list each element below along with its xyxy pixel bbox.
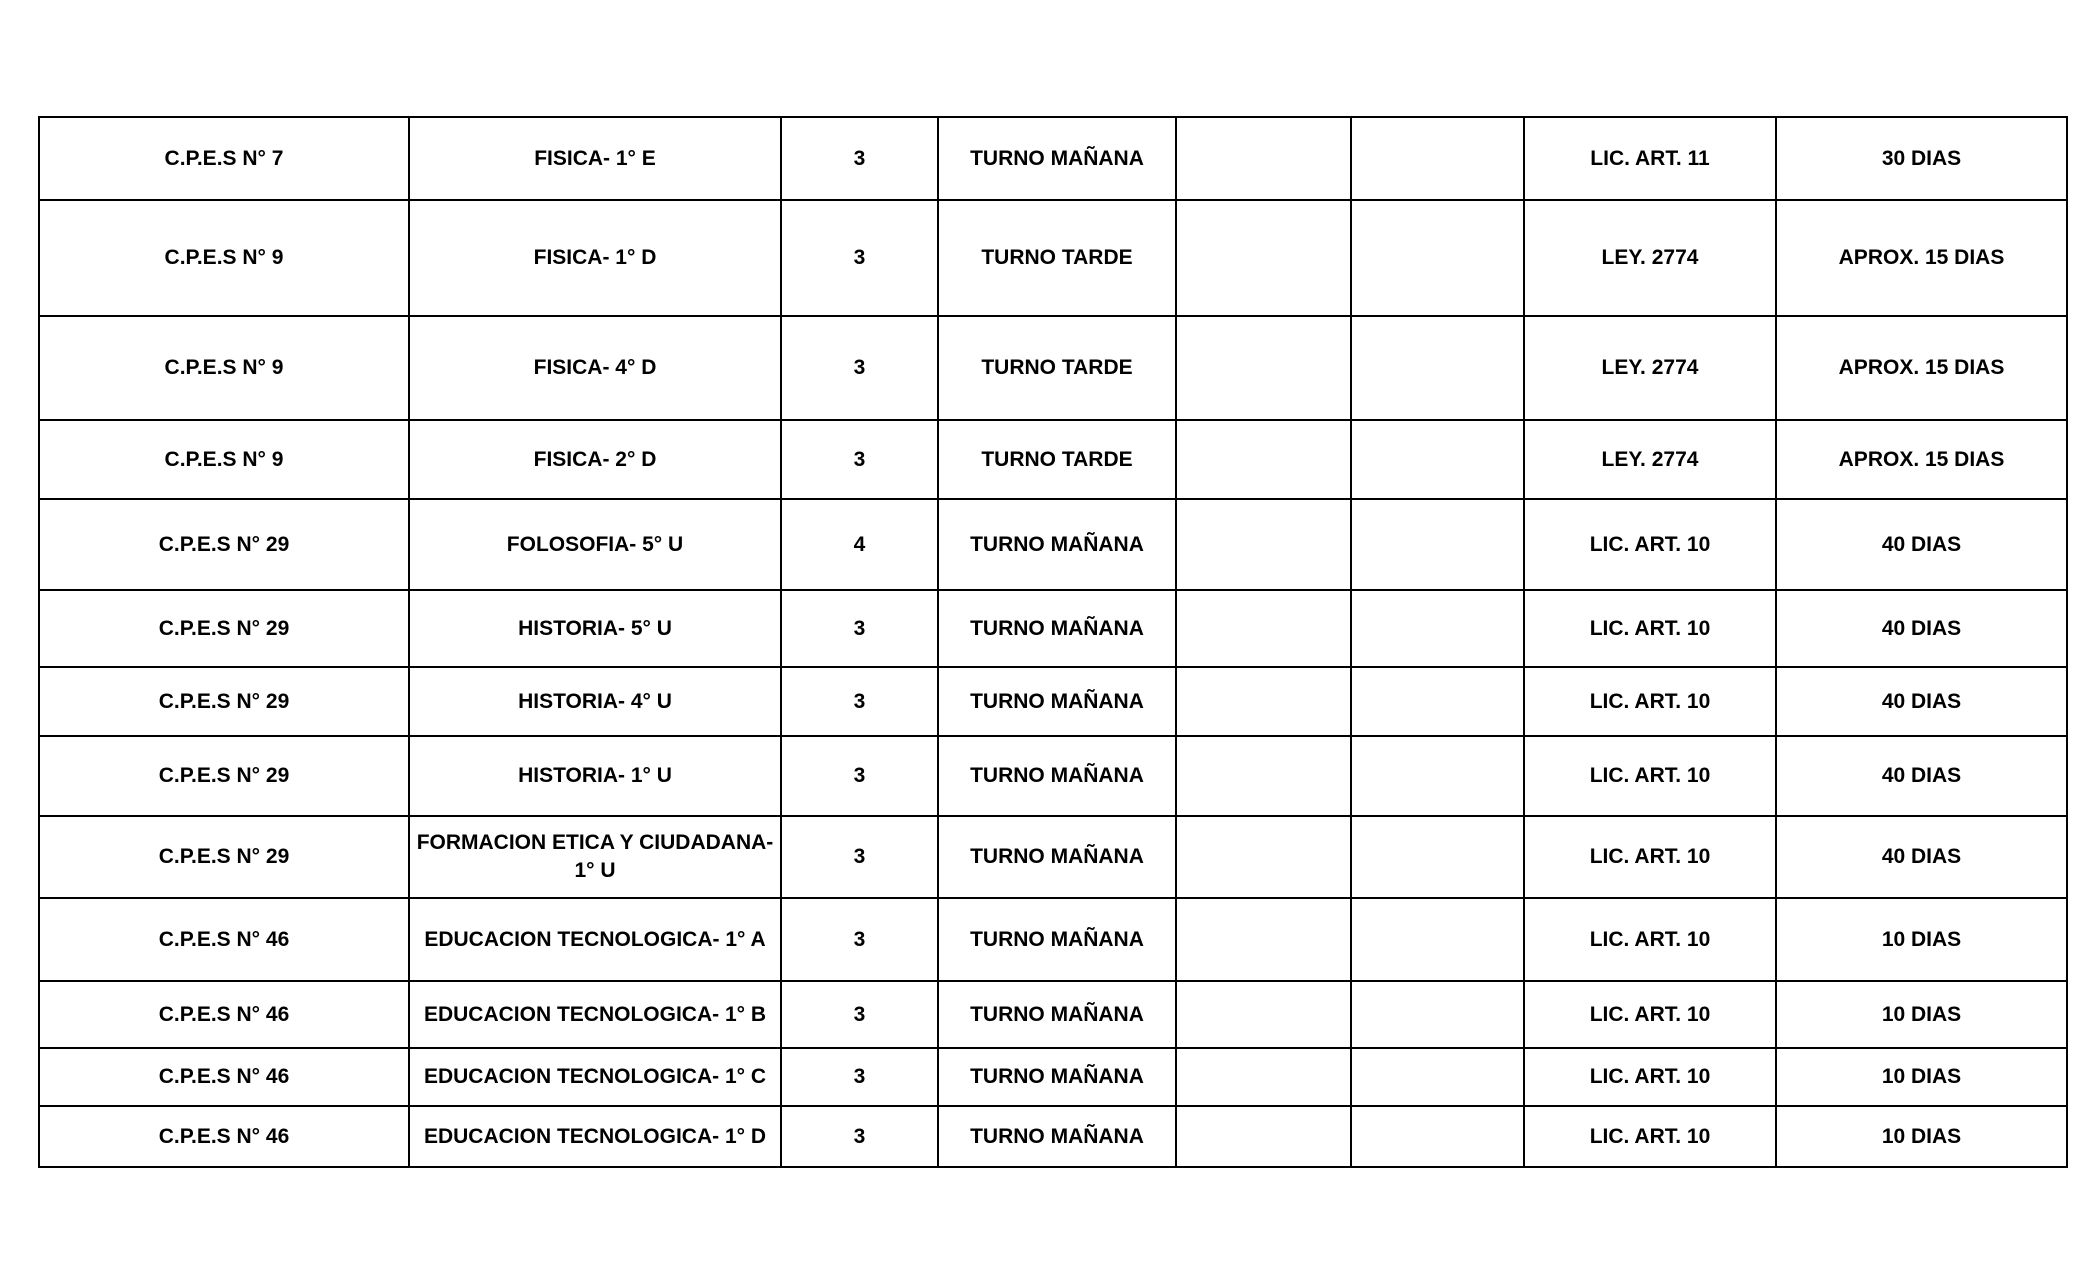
subject-cell: EDUCACION TECNOLOGICA- 1° D xyxy=(409,1106,781,1167)
duration-cell: 30 DIAS xyxy=(1776,117,2067,200)
empty-cell xyxy=(1176,316,1351,420)
empty-cell xyxy=(1351,200,1524,316)
school-cell: C.P.E.S N° 9 xyxy=(39,200,409,316)
hours-cell: 3 xyxy=(781,316,938,420)
reason-cell: LIC. ART. 10 xyxy=(1524,667,1776,736)
table-row xyxy=(39,117,2067,200)
school-cell: C.P.E.S N° 29 xyxy=(39,736,409,816)
empty-cell xyxy=(1176,499,1351,590)
empty-cell xyxy=(1176,981,1351,1048)
table-row xyxy=(39,200,2067,316)
subject-cell: HISTORIA- 1° U xyxy=(409,736,781,816)
hours-cell: 3 xyxy=(781,1106,938,1167)
shift-cell: TURNO MAÑANA xyxy=(938,590,1176,667)
shift-cell: TURNO MAÑANA xyxy=(938,736,1176,816)
subject-cell: FOLOSOFIA- 5° U xyxy=(409,499,781,590)
school-cell: C.P.E.S N° 9 xyxy=(39,420,409,499)
hours-cell: 3 xyxy=(781,590,938,667)
empty-cell xyxy=(1351,898,1524,981)
reason-cell: LIC. ART. 10 xyxy=(1524,816,1776,898)
table-row xyxy=(39,667,2067,736)
shift-cell: TURNO MAÑANA xyxy=(938,981,1176,1048)
empty-cell xyxy=(1176,898,1351,981)
table-row xyxy=(39,898,2067,981)
subject-cell: EDUCACION TECNOLOGICA- 1° C xyxy=(409,1048,781,1106)
school-cell: C.P.E.S N° 29 xyxy=(39,499,409,590)
shift-cell: TURNO TARDE xyxy=(938,420,1176,499)
reason-cell: LIC. ART. 10 xyxy=(1524,736,1776,816)
hours-cell: 3 xyxy=(781,200,938,316)
subject-cell: FISICA- 2° D xyxy=(409,420,781,499)
empty-cell xyxy=(1351,736,1524,816)
subject-cell: FISICA- 4° D xyxy=(409,316,781,420)
hours-cell: 3 xyxy=(781,981,938,1048)
reason-cell: LEY. 2774 xyxy=(1524,420,1776,499)
reason-cell: LEY. 2774 xyxy=(1524,316,1776,420)
school-cell: C.P.E.S N° 46 xyxy=(39,898,409,981)
table-row xyxy=(39,816,2067,898)
hours-cell: 3 xyxy=(781,816,938,898)
vacancy-table xyxy=(38,116,2068,1168)
subject-cell: FISICA- 1° D xyxy=(409,200,781,316)
hours-cell: 3 xyxy=(781,736,938,816)
table-row xyxy=(39,736,2067,816)
duration-cell: 40 DIAS xyxy=(1776,590,2067,667)
duration-cell: APROX. 15 DIAS xyxy=(1776,420,2067,499)
reason-cell: LIC. ART. 10 xyxy=(1524,499,1776,590)
empty-cell xyxy=(1351,1048,1524,1106)
empty-cell xyxy=(1176,667,1351,736)
empty-cell xyxy=(1351,316,1524,420)
hours-cell: 4 xyxy=(781,499,938,590)
table-row xyxy=(39,1048,2067,1106)
table-row xyxy=(39,499,2067,590)
shift-cell: TURNO MAÑANA xyxy=(938,117,1176,200)
table-row xyxy=(39,316,2067,420)
duration-cell: 40 DIAS xyxy=(1776,816,2067,898)
hours-cell: 3 xyxy=(781,667,938,736)
hours-cell: 3 xyxy=(781,117,938,200)
empty-cell xyxy=(1176,200,1351,316)
shift-cell: TURNO MAÑANA xyxy=(938,898,1176,981)
reason-cell: LEY. 2774 xyxy=(1524,200,1776,316)
empty-cell xyxy=(1351,981,1524,1048)
empty-cell xyxy=(1351,420,1524,499)
shift-cell: TURNO MAÑANA xyxy=(938,1106,1176,1167)
table-row xyxy=(39,981,2067,1048)
empty-cell xyxy=(1176,1106,1351,1167)
empty-cell xyxy=(1351,1106,1524,1167)
shift-cell: TURNO MAÑANA xyxy=(938,499,1176,590)
empty-cell xyxy=(1176,590,1351,667)
reason-cell: LIC. ART. 10 xyxy=(1524,1106,1776,1167)
shift-cell: TURNO MAÑANA xyxy=(938,667,1176,736)
duration-cell: 10 DIAS xyxy=(1776,1048,2067,1106)
empty-cell xyxy=(1351,117,1524,200)
school-cell: C.P.E.S N° 46 xyxy=(39,1048,409,1106)
table-row xyxy=(39,420,2067,499)
reason-cell: LIC. ART. 10 xyxy=(1524,898,1776,981)
subject-cell: EDUCACION TECNOLOGICA- 1° A xyxy=(409,898,781,981)
school-cell: C.P.E.S N° 29 xyxy=(39,590,409,667)
shift-cell: TURNO TARDE xyxy=(938,316,1176,420)
subject-cell: FORMACION ETICA Y CIUDADANA- 1° U xyxy=(409,816,781,898)
duration-cell: APROX. 15 DIAS xyxy=(1776,200,2067,316)
empty-cell xyxy=(1176,816,1351,898)
empty-cell xyxy=(1176,736,1351,816)
duration-cell: 40 DIAS xyxy=(1776,667,2067,736)
school-cell: C.P.E.S N° 9 xyxy=(39,316,409,420)
shift-cell: TURNO MAÑANA xyxy=(938,816,1176,898)
subject-cell: HISTORIA- 4° U xyxy=(409,667,781,736)
empty-cell xyxy=(1351,590,1524,667)
empty-cell xyxy=(1351,816,1524,898)
subject-cell: FISICA- 1° E xyxy=(409,117,781,200)
empty-cell xyxy=(1176,1048,1351,1106)
duration-cell: 10 DIAS xyxy=(1776,898,2067,981)
duration-cell: 40 DIAS xyxy=(1776,736,2067,816)
reason-cell: LIC. ART. 10 xyxy=(1524,1048,1776,1106)
empty-cell xyxy=(1176,420,1351,499)
empty-cell xyxy=(1176,117,1351,200)
duration-cell: APROX. 15 DIAS xyxy=(1776,316,2067,420)
hours-cell: 3 xyxy=(781,1048,938,1106)
empty-cell xyxy=(1351,499,1524,590)
duration-cell: 10 DIAS xyxy=(1776,981,2067,1048)
empty-cell xyxy=(1351,667,1524,736)
school-cell: C.P.E.S N° 46 xyxy=(39,1106,409,1167)
shift-cell: TURNO MAÑANA xyxy=(938,1048,1176,1106)
school-cell: C.P.E.S N° 29 xyxy=(39,816,409,898)
table-body xyxy=(39,117,2067,1167)
shift-cell: TURNO TARDE xyxy=(938,200,1176,316)
hours-cell: 3 xyxy=(781,898,938,981)
duration-cell: 40 DIAS xyxy=(1776,499,2067,590)
school-cell: C.P.E.S N° 29 xyxy=(39,667,409,736)
school-cell: C.P.E.S N° 46 xyxy=(39,981,409,1048)
table-row xyxy=(39,590,2067,667)
reason-cell: LIC. ART. 11 xyxy=(1524,117,1776,200)
subject-cell: EDUCACION TECNOLOGICA- 1° B xyxy=(409,981,781,1048)
hours-cell: 3 xyxy=(781,420,938,499)
table-row xyxy=(39,1106,2067,1167)
reason-cell: LIC. ART. 10 xyxy=(1524,590,1776,667)
school-cell: C.P.E.S N° 7 xyxy=(39,117,409,200)
reason-cell: LIC. ART. 10 xyxy=(1524,981,1776,1048)
subject-cell: HISTORIA- 5° U xyxy=(409,590,781,667)
duration-cell: 10 DIAS xyxy=(1776,1106,2067,1167)
